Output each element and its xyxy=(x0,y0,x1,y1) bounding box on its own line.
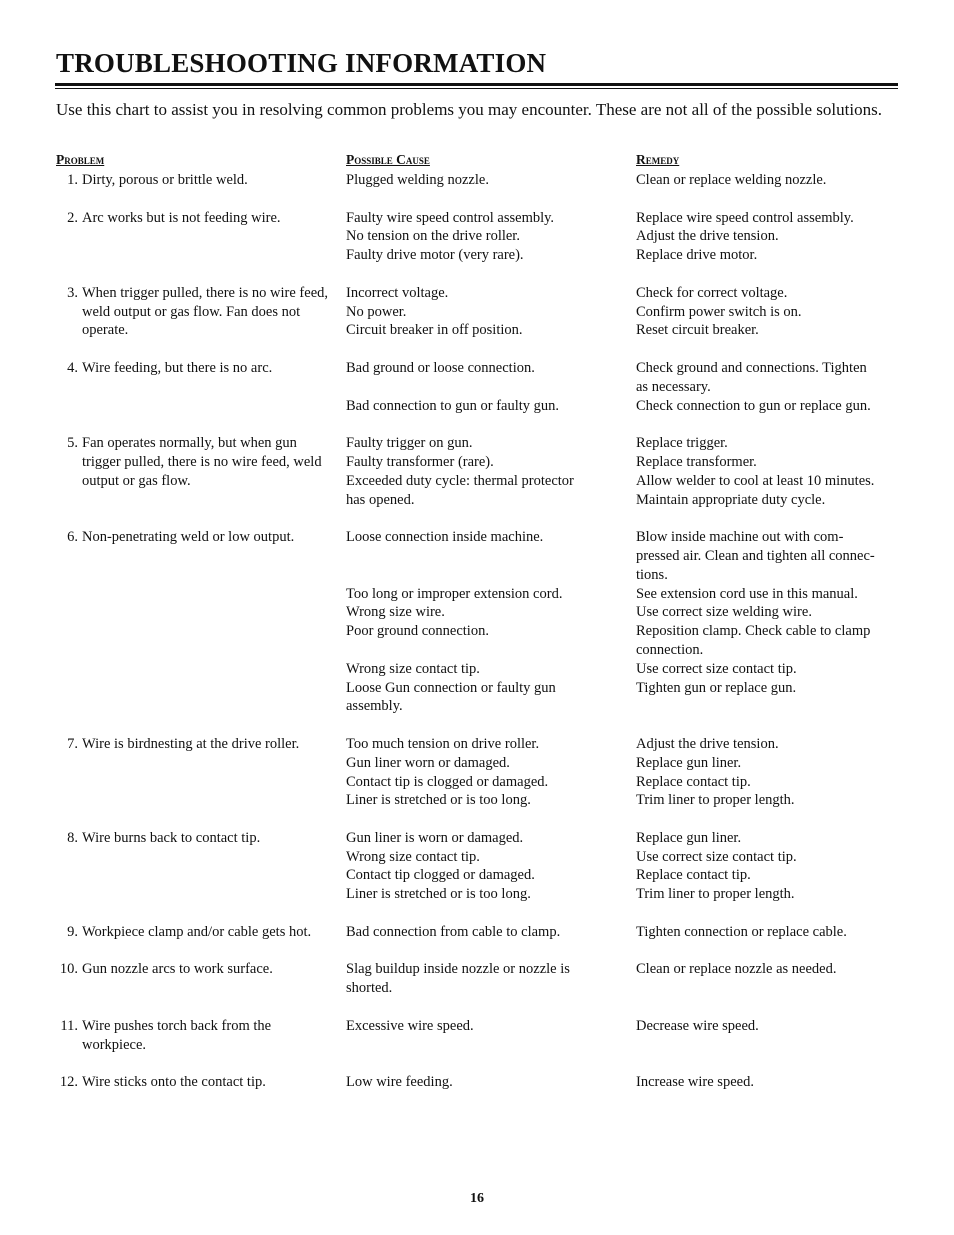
troubleshooting-table xyxy=(56,171,906,1092)
cause-line: Poor ground connection. xyxy=(346,623,489,640)
cause-cell xyxy=(346,359,636,415)
cause-line xyxy=(346,566,636,585)
cause-line: Excessive wire speed. xyxy=(346,1017,474,1034)
table-row xyxy=(56,829,906,904)
problem-number: 7. xyxy=(67,735,78,752)
row-spacer xyxy=(56,340,906,359)
remedy-line: Check ground and connections. Tighten xyxy=(636,359,867,376)
problem-number: 12. xyxy=(59,1074,78,1091)
table-row xyxy=(56,359,906,415)
cause-cell xyxy=(346,829,636,904)
problem-text: Dirty, porous or brittle weld. xyxy=(82,172,248,188)
remedy-line: Blow inside machine out with com- xyxy=(636,529,844,546)
problem-text: When trigger pulled, there is no wire feed, weld output or gas flow. Fan does not operate. xyxy=(82,284,329,339)
header-remedy: Remedy xyxy=(636,152,680,167)
problem-text: Workpiece clamp and/or cable gets hot. xyxy=(82,923,312,940)
remedy-line: tions. xyxy=(636,566,668,583)
cause-cell xyxy=(346,960,636,998)
remedy-line: pressed air. Clean and tighten all connec- xyxy=(636,547,875,564)
table-row xyxy=(56,960,906,998)
problem-text: Wire sticks onto the contact tip. xyxy=(82,1074,266,1091)
problem-cell xyxy=(56,171,346,190)
remedy-cell xyxy=(636,209,906,265)
table-row xyxy=(56,434,906,509)
remedy-line: Use correct size contact tip. xyxy=(636,660,797,677)
table-row xyxy=(56,528,906,716)
row-spacer xyxy=(56,1054,906,1073)
remedy-line: Allow welder to cool at least 10 minutes. xyxy=(636,472,875,489)
row-spacer xyxy=(56,904,906,923)
remedy-line: Reposition clamp. Check cable to clamp xyxy=(636,623,871,640)
remedy-cell xyxy=(636,528,906,716)
problem-text: Wire feeding, but there is no arc. xyxy=(82,359,273,376)
problem-number: 5. xyxy=(67,435,78,452)
cause-line: No power. xyxy=(346,303,407,320)
problem-text: Fan operates normally, but when gun trigger pulled, there is no wire feed, weld output or gas flow. xyxy=(82,435,322,489)
cause-cell xyxy=(346,528,636,716)
remedy-line: Tighten connection or replace cable. xyxy=(636,923,847,940)
cause-line: Bad connection from cable to clamp. xyxy=(346,923,561,940)
table-row xyxy=(56,923,906,942)
problem-cell xyxy=(56,735,346,810)
cause-cell xyxy=(346,434,636,509)
cause-line: has opened. xyxy=(346,491,415,508)
problem-number: 1. xyxy=(67,172,78,188)
cause-line: Faulty wire speed control assembly. xyxy=(346,209,555,226)
cause-line: Low wire feeding. xyxy=(346,1074,453,1091)
problem-text: Wire burns back to contact tip. xyxy=(82,829,261,846)
remedy-line: Adjust the drive tension. xyxy=(636,228,779,245)
problem-number: 3. xyxy=(67,284,78,301)
cause-line: Gun liner is worn or damaged. xyxy=(346,829,524,846)
cause-line: Slag buildup inside nozzle or nozzle is xyxy=(346,961,570,978)
problem-cell xyxy=(56,528,346,716)
cause-cell xyxy=(346,1073,636,1092)
remedy-line: Tighten gun or replace gun. xyxy=(636,679,797,696)
cause-cell xyxy=(346,171,636,190)
row-spacer xyxy=(56,942,906,961)
remedy-cell xyxy=(636,1017,906,1055)
header-problem: Problem xyxy=(56,152,105,167)
cause-line: Liner is stretched or is too long. xyxy=(346,792,531,809)
cause-line: Loose Gun connection or faulty gun xyxy=(346,679,556,696)
remedy-line: Check connection to gun or replace gun. xyxy=(636,397,871,414)
problem-number: 2. xyxy=(67,209,78,226)
problem-text: Arc works but is not feeding wire. xyxy=(82,209,281,226)
remedy-line: Replace contact tip. xyxy=(636,867,751,884)
problem-cell xyxy=(56,1073,346,1092)
remedy-cell xyxy=(636,284,906,340)
cause-line: Wrong size contact tip. xyxy=(346,848,480,865)
cause-line: Loose connection inside machine. xyxy=(346,529,544,546)
problem-text: Gun nozzle arcs to work surface. xyxy=(82,961,273,978)
remedy-cell xyxy=(636,171,906,190)
remedy-line: Use correct size contact tip. xyxy=(636,848,797,865)
cause-line: No tension on the drive roller. xyxy=(346,228,520,245)
remedy-line: Replace contact tip. xyxy=(636,773,751,790)
cause-line: Bad ground or loose connection. xyxy=(346,359,535,376)
problem-text: Non-penetrating weld or low output. xyxy=(82,529,295,546)
table-row xyxy=(56,171,906,190)
cause-line: Bad connection to gun or faulty gun. xyxy=(346,397,560,414)
remedy-line: Replace wire speed control assembly. xyxy=(636,209,854,226)
row-spacer xyxy=(56,998,906,1017)
cause-line xyxy=(346,378,636,397)
remedy-line: Use correct size welding wire. xyxy=(636,604,812,621)
row-spacer xyxy=(56,810,906,829)
cause-cell xyxy=(346,284,636,340)
problem-number: 10. xyxy=(59,961,78,978)
remedy-line: Replace drive motor. xyxy=(636,247,758,264)
remedy-line: Adjust the drive tension. xyxy=(636,735,779,752)
remedy-line: Replace gun liner. xyxy=(636,829,742,846)
remedy-cell xyxy=(636,434,906,509)
problem-cell xyxy=(56,1017,346,1055)
table-row xyxy=(56,284,906,340)
remedy-cell xyxy=(636,1073,906,1092)
problem-number: 4. xyxy=(67,359,78,376)
remedy-line xyxy=(636,697,906,716)
problem-cell xyxy=(56,209,346,265)
table-row xyxy=(56,209,906,265)
cause-line: Incorrect voltage. xyxy=(346,284,449,301)
problem-cell xyxy=(56,923,346,942)
cause-line: Gun liner worn or damaged. xyxy=(346,754,510,771)
problem-number: 6. xyxy=(67,529,78,546)
cause-line: Plugged welding nozzle. xyxy=(346,172,489,188)
problem-number: 8. xyxy=(67,829,78,846)
cause-line: Too much tension on drive roller. xyxy=(346,735,540,752)
cause-cell xyxy=(346,209,636,265)
problem-number: 11. xyxy=(60,1017,78,1034)
page-number: 16 xyxy=(470,1191,484,1206)
remedy-cell xyxy=(636,359,906,415)
cause-line: Wrong size contact tip. xyxy=(346,660,480,677)
remedy-line: as necessary. xyxy=(636,378,711,395)
remedy-line: Confirm power switch is on. xyxy=(636,303,802,320)
remedy-cell xyxy=(636,829,906,904)
problem-cell xyxy=(56,284,346,340)
problem-cell xyxy=(56,960,346,998)
intro-paragraph: Use this chart to assist you in resolving common problems you may encounter. These are not all of the possible solutions. xyxy=(56,100,882,119)
cause-line: shorted. xyxy=(346,980,393,997)
table-row xyxy=(56,1073,906,1092)
row-spacer xyxy=(56,716,906,735)
title-rule-thin xyxy=(55,88,898,89)
problem-cell xyxy=(56,359,346,415)
problem-cell xyxy=(56,434,346,509)
cause-line: Liner is stretched or is too long. xyxy=(346,886,531,903)
cause-cell xyxy=(346,923,636,942)
table-row xyxy=(56,735,906,810)
cause-line: assembly. xyxy=(346,698,403,715)
cause-cell xyxy=(346,1017,636,1055)
remedy-cell xyxy=(636,923,906,942)
remedy-line: Clean or replace welding nozzle. xyxy=(636,172,827,188)
remedy-line: Increase wire speed. xyxy=(636,1074,754,1091)
row-spacer xyxy=(56,415,906,434)
page-title: TROUBLESHOOTING INFORMATION xyxy=(56,48,547,78)
cause-line: Faulty trigger on gun. xyxy=(346,435,473,452)
remedy-line: Reset circuit breaker. xyxy=(636,322,759,339)
problem-text: Wire is birdnesting at the drive roller. xyxy=(82,735,300,752)
cause-line: Faulty transformer (rare). xyxy=(346,453,494,470)
cause-line: Exceeded duty cycle: thermal protector xyxy=(346,472,574,489)
remedy-cell xyxy=(636,735,906,810)
remedy-cell xyxy=(636,960,906,998)
cause-cell xyxy=(346,735,636,810)
row-spacer xyxy=(56,190,906,209)
header-possible-cause: Possible Cause xyxy=(346,152,430,167)
cause-line: Contact tip is clogged or damaged. xyxy=(346,773,549,790)
row-spacer xyxy=(56,509,906,528)
remedy-line: Decrease wire speed. xyxy=(636,1017,759,1034)
cause-line: Wrong size wire. xyxy=(346,604,445,621)
row-spacer xyxy=(56,265,906,284)
remedy-line: Trim liner to proper length. xyxy=(636,886,795,903)
remedy-line: Trim liner to proper length. xyxy=(636,792,795,809)
cause-line: Contact tip clogged or damaged. xyxy=(346,867,535,884)
cause-line: Too long or improper extension cord. xyxy=(346,585,563,602)
cause-line xyxy=(346,641,636,660)
remedy-line: Replace transformer. xyxy=(636,453,757,470)
remedy-line: Check for correct voltage. xyxy=(636,284,788,301)
remedy-line: See extension cord use in this manual. xyxy=(636,585,858,602)
problem-cell xyxy=(56,829,346,904)
problem-text: Wire pushes torch back from the workpiece. xyxy=(82,1017,272,1053)
cause-line: Faulty drive motor (very rare). xyxy=(346,247,524,264)
table-row xyxy=(56,1017,906,1055)
remedy-line: Clean or replace nozzle as needed. xyxy=(636,961,837,978)
remedy-line: Replace trigger. xyxy=(636,435,728,452)
title-rule-thick xyxy=(55,83,898,86)
remedy-line: Replace gun liner. xyxy=(636,754,742,771)
cause-line: Circuit breaker in off position. xyxy=(346,322,523,339)
problem-number: 9. xyxy=(67,923,78,940)
remedy-line: Maintain appropriate duty cycle. xyxy=(636,491,826,508)
cause-line xyxy=(346,547,636,566)
remedy-line: connection. xyxy=(636,641,704,658)
